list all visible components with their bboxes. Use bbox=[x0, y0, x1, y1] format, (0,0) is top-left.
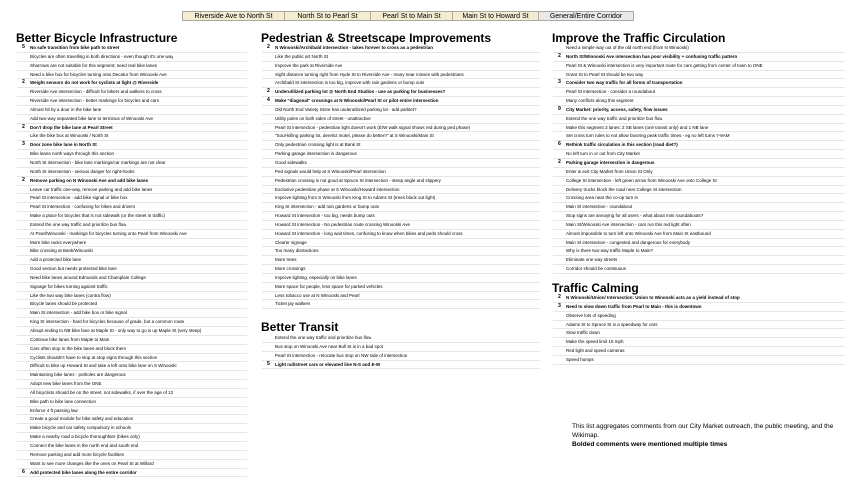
mention-count: 3 bbox=[558, 302, 561, 309]
comment-text: Pearl St intersection - confusing for bikes and drivers bbox=[30, 204, 136, 210]
tab-north-to-pearl[interactable]: North St to Pearl St bbox=[284, 11, 370, 21]
comment-row bbox=[17, 345, 247, 354]
comment-row bbox=[553, 115, 845, 124]
comment-row bbox=[553, 97, 845, 106]
comment-text: Adams St to Spruce St is a speedway for cars bbox=[566, 321, 658, 327]
comment-row bbox=[17, 194, 247, 203]
comment-row bbox=[553, 159, 845, 168]
comment-text: Ped signals would help at S Winooski/Pearl intersection bbox=[275, 168, 386, 174]
comment-text: Slow traffic down bbox=[566, 330, 600, 336]
mention-count: 3 bbox=[22, 141, 25, 148]
comment-row bbox=[262, 124, 540, 133]
mention-count: 2 bbox=[558, 294, 561, 300]
comment-row bbox=[17, 239, 247, 248]
comment-row bbox=[262, 283, 540, 292]
comment-text: Bus stop on Winooski Ave near Bull St is in a bad spot bbox=[275, 343, 383, 349]
comment-text: Bike path to bike lane connection bbox=[30, 398, 97, 404]
comment-text: Exclusive pedestrian phase at S Winooski/Howard intersection bbox=[275, 186, 400, 192]
comment-row bbox=[553, 79, 845, 88]
comment-row bbox=[262, 300, 540, 309]
mention-count: 2 bbox=[558, 52, 561, 59]
comment-text: Pearl St intersection - pedestrian light doesn't work (E/W walk signal shows red during ped phase) bbox=[275, 124, 470, 130]
comment-text: Cars often stop in the bike lanes and block them bbox=[30, 345, 127, 351]
comment-text: Improve lighting from S Winooski from King St to Adams St (trees block out light) bbox=[275, 195, 436, 201]
comment-row bbox=[262, 256, 540, 265]
comment-row bbox=[17, 460, 247, 469]
comment-row bbox=[17, 371, 247, 380]
ped-section-title: Pedestrian & Streetscape Improvements bbox=[261, 31, 492, 45]
comment-row bbox=[17, 380, 247, 389]
comment-text: Enforce 4 ft passing law bbox=[30, 407, 78, 413]
comment-row bbox=[262, 88, 540, 97]
comment-text: Cyclists shouldn't have to stop at stop signs through this section bbox=[30, 354, 158, 360]
comment-row bbox=[17, 247, 247, 256]
comment-text: All bicyclists should be on the street, not sidewalks, if over the age of 12 bbox=[30, 389, 174, 395]
mention-count: 2 bbox=[22, 176, 25, 183]
transit-comment-list bbox=[262, 334, 540, 369]
comment-row bbox=[262, 221, 540, 230]
comment-row bbox=[262, 343, 540, 352]
comment-text: Good section but needs protected bike lane bbox=[30, 266, 117, 272]
comment-text: Add protected bike lanes along the entire corridor bbox=[30, 469, 137, 475]
comment-text: Main St intersection - roundabout bbox=[566, 204, 633, 210]
comment-row bbox=[17, 424, 247, 433]
comment-row bbox=[17, 177, 247, 186]
comment-text: Eliminate one way streets bbox=[566, 257, 618, 263]
comment-row bbox=[262, 177, 540, 186]
comment-text: Howard St intersection - long wait times, confusing to know when bikes and peds should cross bbox=[275, 230, 463, 236]
comment-text: Only pedestrian crossing light is at Bank St bbox=[275, 142, 361, 148]
comment-row bbox=[553, 265, 845, 274]
traffic-section-title: Improve the Traffic Circulation bbox=[552, 31, 726, 45]
comment-row bbox=[17, 407, 247, 416]
comment-row bbox=[17, 150, 247, 159]
comment-row bbox=[553, 247, 845, 256]
mention-count: 6 bbox=[558, 141, 561, 148]
comment-text: Corridor should be continuous bbox=[566, 266, 627, 272]
comment-text: Stop signs are annoying for all users - what about mini roundabouts? bbox=[566, 213, 704, 219]
comment-row bbox=[553, 44, 845, 53]
comment-row bbox=[262, 44, 540, 53]
transit-section-title: Better Transit bbox=[261, 320, 339, 334]
comment-text: Howard St intersection - No pedestrian route crossing Winooski Ave bbox=[275, 221, 410, 227]
comment-row bbox=[262, 53, 540, 62]
comment-row bbox=[262, 159, 540, 168]
bike-comment-list bbox=[17, 44, 247, 477]
comment-row bbox=[262, 361, 540, 370]
comment-text: Remove parking and add more bicycle facilities bbox=[30, 451, 125, 457]
comment-text: Why is there two-way traffic Maple to Main? bbox=[566, 248, 653, 254]
traffic-comment-list bbox=[553, 44, 845, 274]
comment-text: Bike lanes north ways through this section bbox=[30, 151, 115, 157]
comment-row bbox=[17, 53, 247, 62]
comment-row bbox=[553, 239, 845, 248]
comment-text: Pedestrian crossing is not good at Spruce St intersection - steep angle and slippery bbox=[275, 177, 441, 183]
comment-row bbox=[262, 79, 540, 88]
comment-text: King St intersection - hard for bicycles because of grade, but a common route bbox=[30, 319, 185, 325]
comment-text: Riverside Ave intersection - better markings for bicycles and cars bbox=[30, 98, 159, 104]
comment-row bbox=[553, 150, 845, 159]
comment-text: N Winooski/Union/ Intersection: Union to Winooski acts as a yield instead of stop bbox=[566, 295, 740, 300]
comment-row bbox=[17, 274, 247, 283]
comment-text: At Pearl/Winooski - markings for bicycles turning onto Pearl from Winooski Ave bbox=[30, 230, 187, 236]
mention-count: 2 bbox=[22, 123, 25, 130]
comment-row bbox=[553, 53, 845, 62]
comment-row bbox=[17, 221, 247, 230]
comment-row bbox=[553, 294, 845, 303]
tab-general-corridor[interactable]: General/Entire Corridor bbox=[538, 11, 634, 21]
comment-row bbox=[262, 247, 540, 256]
comment-row bbox=[17, 309, 247, 318]
comment-text: No safe transition from bike path to street bbox=[30, 45, 120, 50]
comment-text: More crossings bbox=[275, 266, 306, 272]
comment-row bbox=[17, 212, 247, 221]
comment-text: Delivery trucks block the road near College St intersection bbox=[566, 186, 682, 192]
comment-row bbox=[17, 327, 247, 336]
comment-row bbox=[553, 132, 845, 141]
mention-count: 2 bbox=[267, 44, 270, 50]
comment-text: Main St intersection - add bike box or bike signal bbox=[30, 310, 127, 316]
comment-text: Less tobacco use at N Winooski and Pearl bbox=[275, 292, 360, 298]
comment-text: North St/Winooski Ave intersection has poor visibility + confusing traffic pattern bbox=[566, 53, 738, 59]
comment-text: Howard St intersection - too big, needs bump outs bbox=[275, 213, 375, 219]
comment-row bbox=[17, 159, 247, 168]
calming-section-title: Traffic Calming bbox=[552, 281, 639, 295]
comment-text: Observe lots of speeding bbox=[566, 312, 616, 318]
aggregation-note bbox=[572, 422, 844, 449]
note-text: This list aggregates comments from our City Market outreach, the public meeting, and the Wikimap. bbox=[572, 423, 834, 439]
comment-row bbox=[17, 168, 247, 177]
corridor-tabs bbox=[182, 11, 634, 21]
mention-count: 3 bbox=[558, 79, 561, 86]
comment-text: More trees bbox=[275, 257, 297, 263]
comment-row bbox=[553, 321, 845, 330]
comment-row bbox=[553, 62, 845, 71]
comment-row bbox=[17, 292, 247, 301]
tab-riverside-to-north[interactable]: Riverside Ave to North St bbox=[182, 11, 284, 21]
comment-row bbox=[553, 356, 845, 365]
comment-text: Ticket jay walkers bbox=[275, 301, 311, 307]
comment-row bbox=[262, 150, 540, 159]
mention-count: 5 bbox=[267, 360, 270, 367]
comment-text: Difficult to bike up Howard St and take a left onto bike lane on S Winooski bbox=[30, 363, 177, 369]
comment-text: Almost hit by a door in the bike lane bbox=[30, 106, 102, 112]
comment-text: Many conflicts along this segment bbox=[566, 98, 634, 104]
comment-text: Set cross turn rules to not allow favoring peak traffic times - eg no left turns 7-9AM bbox=[566, 133, 730, 139]
comment-row bbox=[17, 97, 247, 106]
comment-text: Connect the bike lanes in the north end and south end bbox=[30, 442, 139, 448]
comment-text: Pearl St intersection - consider a roundabout bbox=[566, 89, 656, 95]
comment-row bbox=[17, 124, 247, 133]
comment-row bbox=[262, 230, 540, 239]
comment-row bbox=[553, 186, 845, 195]
mention-count: 2 bbox=[22, 79, 25, 86]
comment-row bbox=[553, 329, 845, 338]
comment-text: Improve lighting, especially on bike lanes bbox=[275, 274, 357, 280]
comment-text: Consider two way traffic for all forms of transportation bbox=[566, 80, 683, 86]
comment-row bbox=[17, 362, 247, 371]
comment-row bbox=[17, 354, 247, 363]
calming-comment-list bbox=[553, 294, 845, 365]
comment-row bbox=[17, 71, 247, 80]
comment-text: Create a good module for bike safety and education bbox=[30, 416, 134, 422]
comment-text: "Soul-killing parking lot, derelict motel, please do better!!" at S Winooski/Main St bbox=[275, 133, 434, 139]
comment-row bbox=[553, 124, 845, 133]
comment-row bbox=[17, 115, 247, 124]
comment-row bbox=[17, 88, 247, 97]
comment-text: Too many distractions bbox=[275, 248, 319, 254]
comment-row bbox=[17, 79, 247, 88]
comment-text: Utility poles on both sides of street - unattractive bbox=[275, 115, 371, 121]
comment-text: Need to slow down traffic from Pearl to Main - this is downtown bbox=[566, 303, 702, 309]
comment-row bbox=[17, 283, 247, 292]
comment-text: Light rail/street cars or elevated line N-S and E-W bbox=[275, 361, 381, 367]
comment-text: Door zone bike lane in North St bbox=[30, 142, 97, 148]
comment-row bbox=[262, 62, 540, 71]
comment-row bbox=[17, 186, 247, 195]
comment-text: Grant St to Pearl St should be two way bbox=[566, 71, 644, 77]
comment-text: Old North End Variety Store has underutilized parking lot - add parklet? bbox=[275, 106, 417, 112]
comment-row bbox=[262, 212, 540, 221]
bike-section-title: Better Bicycle Infrastructure bbox=[16, 31, 178, 45]
comment-row bbox=[17, 230, 247, 239]
mention-count: 4 bbox=[267, 97, 270, 104]
comment-row bbox=[17, 318, 247, 327]
comment-text: Signage for bikes turning against traffic bbox=[30, 283, 108, 289]
comment-row bbox=[262, 292, 540, 301]
comment-text: Parking garage intersection is dangerous bbox=[275, 151, 357, 157]
comment-text: N Winooski/Archibald intersection - takes forever to cross as a pedestrian bbox=[275, 45, 434, 50]
mention-count: 6 bbox=[22, 468, 25, 475]
comment-text: Like the two way bike lanes (contra flow) bbox=[30, 292, 111, 298]
comment-text: King St intersection - add rain gardens or bump outs bbox=[275, 204, 380, 210]
comment-row bbox=[17, 451, 247, 460]
comment-row bbox=[553, 230, 845, 239]
comment-row bbox=[553, 106, 845, 115]
tab-main-to-howard[interactable]: Main St to Howard St bbox=[452, 11, 538, 21]
comment-text: Extend the one way traffic and prioritize bus flow bbox=[275, 335, 372, 340]
comment-text: Don't drop the bike lane at Pearl Street bbox=[30, 124, 113, 130]
comment-text: Maintaining bike lanes - potholes are dangerous bbox=[30, 372, 126, 378]
comment-text: Crossing area near the co-op turn in bbox=[566, 195, 639, 201]
comment-text: More space for people, less space for parked vehicles bbox=[275, 283, 383, 289]
comment-text: Rethink traffic circulation in this section (road diet?) bbox=[566, 142, 678, 148]
comment-text: Make this segment 3 lanes: 2 SB lanes (one transit only) and 1 NB lane bbox=[566, 124, 709, 130]
comment-text: Leave car traffic one-way, remove parking and add bike lanes bbox=[30, 186, 153, 192]
comment-text: Extend the one way traffic and prioritize bus flow bbox=[566, 115, 663, 121]
comment-row bbox=[553, 312, 845, 321]
comment-row bbox=[262, 203, 540, 212]
comment-row bbox=[553, 168, 845, 177]
comment-text: Main St intersection - congested and dangerous for everybody bbox=[566, 239, 691, 245]
comment-row bbox=[17, 398, 247, 407]
comment-row bbox=[17, 44, 247, 53]
comment-text: Main St/Winooski Ave intersection - cars run this red light often bbox=[566, 221, 691, 227]
comment-text: Need a simple way out of the old north end (from N Winooski) bbox=[566, 45, 689, 50]
comment-row bbox=[17, 62, 247, 71]
comment-row bbox=[262, 115, 540, 124]
comment-text: Remove parking on N Winooski Ave and add bike lanes bbox=[30, 177, 149, 183]
comment-text: Clearer signage bbox=[275, 239, 307, 245]
comment-text: Bicycles are often travelling in both directions - even though it's one way bbox=[30, 53, 174, 59]
comment-text: North St intersection - bike lane markings/car markings are not clear bbox=[30, 159, 166, 165]
comment-row bbox=[262, 132, 540, 141]
comment-text: Add a protected bike lane bbox=[30, 257, 82, 263]
comment-text: Continue bike lanes from Maple to Main bbox=[30, 336, 110, 342]
comment-text: Need bike lanes around Edmunds and Champlain College bbox=[30, 274, 146, 280]
comment-text: No left turn in or out from City Market bbox=[566, 151, 640, 157]
comment-row bbox=[17, 256, 247, 265]
comment-row bbox=[17, 442, 247, 451]
comment-text: Enter & exit City Market from Union St Only bbox=[566, 168, 653, 174]
comment-row bbox=[553, 212, 845, 221]
comment-text: Improve the park at Riverside Ave bbox=[275, 62, 343, 68]
comment-text: Add two-way separated bike lane to terminus of Winooski Ave bbox=[30, 115, 153, 121]
comment-row bbox=[17, 415, 247, 424]
comment-row bbox=[262, 352, 540, 361]
comment-row bbox=[262, 106, 540, 115]
comment-row bbox=[262, 334, 540, 343]
comment-text: More bike racks everywhere bbox=[30, 239, 87, 245]
comment-row bbox=[262, 141, 540, 150]
comment-row bbox=[17, 106, 247, 115]
comment-row bbox=[553, 194, 845, 203]
comment-row bbox=[553, 71, 845, 80]
mention-count: 2 bbox=[267, 88, 270, 95]
comment-text: Bike crossing at Bank/Winooski bbox=[30, 248, 93, 254]
comment-text: Almost impossible to turn left onto Winooski Ave from Main St eastbound bbox=[566, 230, 711, 236]
comment-row bbox=[553, 141, 845, 150]
comment-text: Underutilized parking lot @ North End Studios - use as parking for businesses? bbox=[275, 89, 446, 95]
comment-text: Speed humps bbox=[566, 356, 594, 362]
comment-row bbox=[553, 88, 845, 97]
comment-text: Make a place for bicycles that is not sidewalk (or the street in traffic) bbox=[30, 213, 165, 219]
mention-count: 9 bbox=[558, 105, 561, 112]
comment-row bbox=[262, 97, 540, 106]
comment-row bbox=[17, 141, 247, 150]
comment-text: Adopt new bike lanes from the ONE bbox=[30, 381, 102, 387]
comment-text: Make "diagonal" crossings at N Winooski/Pearl St or pilot entire intersection bbox=[275, 98, 439, 104]
comment-text: Red light and speed cameras bbox=[566, 348, 625, 354]
mention-count: 2 bbox=[558, 158, 561, 165]
comment-row bbox=[17, 132, 247, 141]
comment-text: Want to see more changes like the ones on Pearl St at Willard bbox=[30, 460, 154, 466]
comment-row bbox=[262, 186, 540, 195]
comment-row bbox=[553, 221, 845, 230]
comment-text: Pearl St intersection - add bike signal or bike box bbox=[30, 195, 128, 201]
comment-text: Pearl St intersection - relocate bus stop on NW side of intersection bbox=[275, 352, 408, 358]
comment-text: Like the public art North St bbox=[275, 53, 329, 59]
comment-text: College St intersection - left green arrow from Winooski Ave onto College St bbox=[566, 177, 717, 183]
comment-row bbox=[553, 177, 845, 186]
comment-text: Like the bike box at Winooski / North St bbox=[30, 133, 109, 139]
comment-row bbox=[553, 256, 845, 265]
comment-row bbox=[17, 433, 247, 442]
comment-text: Need a bike box for bicycles turning onto Decatur from Winooski Ave bbox=[30, 71, 167, 77]
comment-row bbox=[262, 265, 540, 274]
ped-comment-list bbox=[262, 44, 540, 309]
comment-text: Bicycle lanes should be protected bbox=[30, 301, 98, 307]
comment-text: Pearl St & Winooski intersection is very important route for cars getting from center of town to ONE bbox=[566, 62, 763, 68]
comment-row bbox=[17, 265, 247, 274]
comment-text: Sharrows are not suitable for this segment; need real bike lanes bbox=[30, 62, 158, 68]
comment-row bbox=[262, 274, 540, 283]
comment-row bbox=[553, 338, 845, 347]
comment-row bbox=[553, 203, 845, 212]
comment-text: Sight distance turning right from Hyde St to Riverside Ave - many near misses with pedestrians bbox=[275, 71, 464, 77]
comment-row bbox=[553, 303, 845, 312]
note-bold-text: Bolded comments were mentioned multiple times bbox=[572, 441, 728, 448]
comment-text: Archibald St intersection is too big, improve with rain gardens or bump outs bbox=[275, 80, 425, 86]
comment-row bbox=[17, 203, 247, 212]
mention-count: 5 bbox=[22, 44, 25, 50]
comment-text: Extend the one way traffic and prioritize bus flow bbox=[30, 221, 127, 227]
comment-text: Parking garage intersection is dangerous bbox=[566, 159, 655, 165]
comment-row bbox=[262, 194, 540, 203]
comment-text: Make the speed limit 15 mph bbox=[566, 339, 624, 345]
comment-text: Good sidewalks bbox=[275, 159, 307, 165]
comment-row bbox=[17, 469, 247, 478]
comment-row bbox=[262, 168, 540, 177]
comment-row bbox=[553, 347, 845, 356]
comment-text: Make bicycle and car safety compulsory in schools bbox=[30, 425, 132, 431]
comment-row bbox=[262, 71, 540, 80]
comment-row bbox=[17, 336, 247, 345]
comment-text: Make a nearby road a bicycle thoroughfare (bikes only) bbox=[30, 434, 140, 440]
comment-row bbox=[17, 300, 247, 309]
comment-text: North St intersection - serious danger for right-hooks bbox=[30, 168, 135, 174]
comment-text: Riverside Ave intersection - difficult for bikers and walkers to cross bbox=[30, 89, 162, 95]
tab-pearl-to-main[interactable]: Pearl St to Main St bbox=[370, 11, 452, 21]
comment-row bbox=[17, 389, 247, 398]
comment-text: Abrupt ending to NB bike lane at Maple St - only way to go is up Maple St (very steep) bbox=[30, 328, 202, 333]
comment-text: City Market: priority, access, safety, flow issues bbox=[566, 106, 668, 112]
comment-row bbox=[262, 239, 540, 248]
comment-text: Weight sensors do not work for cyclists at light @ Riverside bbox=[30, 80, 159, 86]
